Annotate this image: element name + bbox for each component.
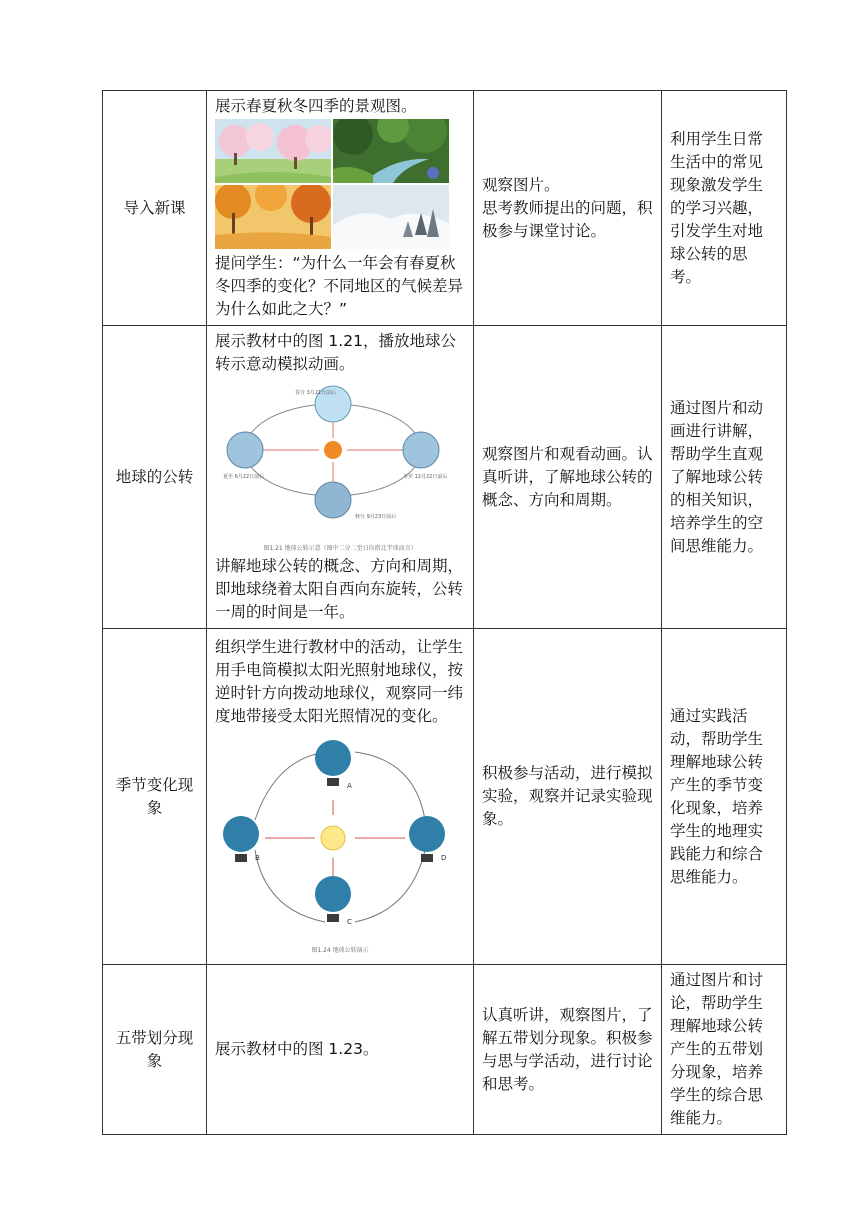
winter-image	[333, 185, 449, 249]
globe-icon	[227, 432, 263, 468]
student-activity-cell	[474, 629, 662, 965]
label-bottom: 秋分 9月23日前后	[355, 514, 397, 520]
stage-cell: 季节变化现象	[103, 629, 207, 965]
teacher-question: 提问学生：“为什么一年会有春夏秋冬四季的变化？不同地区的气候差异为什么如此之大？”	[215, 254, 464, 318]
student-activity-cell	[474, 326, 662, 629]
student-activity-cell	[474, 91, 662, 326]
teacher-text: 展示春夏秋冬四季的景观图。	[215, 97, 417, 115]
teacher-activity-cell	[207, 965, 474, 1135]
stage-cell: 五带划分现象	[103, 965, 207, 1135]
label-left: 夏至 6月22日前后	[223, 474, 265, 480]
label-c: C	[347, 918, 352, 926]
teacher-text: 讲解地球公转的概念、方向和周期，即地球绕着太阳自西向东旋转，公转一周的时间是一年。	[215, 557, 464, 621]
student-text: 观察图片和观看动画。认真听讲，了解地球公转的概念、方向和周期。	[482, 444, 653, 509]
table-row	[103, 629, 787, 965]
globe-c-icon	[315, 876, 351, 922]
lesson-plan-table	[102, 90, 787, 1135]
design-intent-cell: 通过图片和动画进行讲解，帮助学生直观了解地球公转的相关知识，培养学生的空间思维能力。	[662, 326, 787, 629]
teacher-text: 展示教材中的图 1.23。	[215, 1040, 379, 1058]
autumn-image	[215, 185, 331, 249]
globe-icon	[315, 482, 351, 518]
design-intent-cell: 利用学生日常生活中的常见现象激发学生的学习兴趣，引发学生对地球公转的思考。	[662, 91, 787, 326]
globe-demo-figure	[215, 730, 465, 955]
design-intent-cell: 通过图片和讨论，帮助学生理解地球公转产生的五带划分现象，培养学生的综合思维能力。	[662, 965, 787, 1135]
stage-cell: 地球的公转	[103, 326, 207, 629]
seasons-image	[215, 119, 449, 249]
label-d: D	[441, 854, 447, 862]
student-text: 认真听讲，观察图片，了解五带划分现象。积极参与思与学活动，进行讨论和思考。	[482, 1005, 653, 1093]
table-row	[103, 326, 787, 629]
teacher-activity-cell	[207, 629, 474, 965]
lightbulb-icon	[321, 826, 345, 850]
globe-icon	[403, 432, 439, 468]
label-right: 冬至 12月22日前后	[403, 474, 448, 480]
figure-caption: 图1.24 地球公转演示	[311, 947, 369, 954]
student-text: 思考教师提出的问题，积极参与课堂讨论。	[482, 198, 653, 240]
globe-d-icon	[409, 816, 445, 862]
label-a: A	[347, 782, 352, 790]
summer-image	[333, 119, 449, 183]
student-text: 观察图片。	[482, 175, 560, 194]
teacher-activity-cell	[207, 91, 474, 326]
teacher-text: 组织学生进行教材中的活动，让学生用手电筒模拟太阳光照射地球仪，按逆时针方向拨动地球仪，观察同一纬度地带接受太阳光照情况的变化。	[215, 638, 464, 725]
table-row	[103, 91, 787, 326]
student-activity-cell	[474, 965, 662, 1135]
teacher-activity-cell	[207, 326, 474, 629]
design-intent-cell: 通过实践活动，帮助学生理解地球公转产生的季节变化现象，培养学生的地理实践能力和综合思维能力。	[662, 629, 787, 965]
student-text: 积极参与活动，进行模拟实验，观察并记录实验现象。	[482, 764, 653, 828]
stage-cell: 导入新课	[103, 91, 207, 326]
spring-image	[215, 119, 331, 183]
teacher-text: 展示教材中的图 1.21，播放地球公转示意动模拟动画。	[215, 332, 456, 373]
sun-icon	[324, 441, 342, 459]
earth-orbit-figure	[215, 378, 465, 553]
globe-a-icon	[315, 740, 351, 786]
label-top: 春分 3月21日前后	[295, 390, 337, 396]
label-b: B	[255, 854, 260, 862]
figure-caption: 图1.21 地球公转示意（图中二分二至日均指北半球而言）	[263, 545, 417, 552]
globe-b-icon	[223, 816, 259, 862]
table-row	[103, 965, 787, 1135]
